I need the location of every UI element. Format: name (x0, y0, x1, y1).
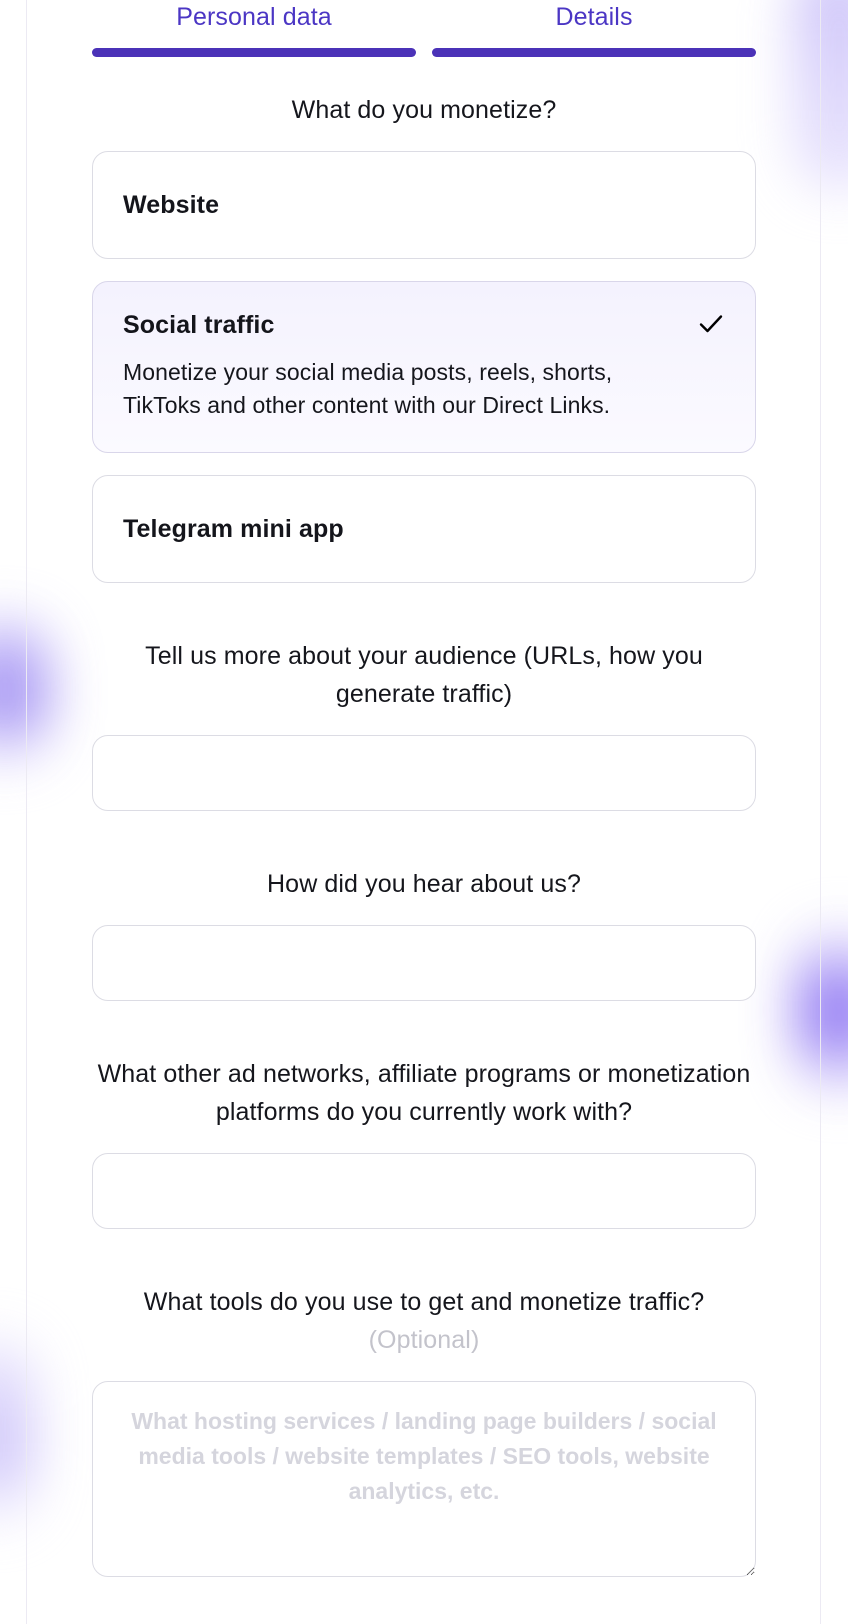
hear-about-us-question: How did you hear about us? (267, 870, 581, 898)
field-group-audience (92, 637, 756, 811)
step-personal-data[interactable] (92, 0, 416, 57)
tools-optional-label: (Optional) (368, 1326, 480, 1354)
hear-about-us-input[interactable] (92, 925, 756, 1001)
tools-question (92, 1283, 756, 1359)
other-networks-input[interactable] (92, 1153, 756, 1229)
monetize-question: What do you monetize? (291, 96, 557, 124)
option-telegram-mini-app-title: Telegram mini app (123, 515, 344, 543)
step-details[interactable] (432, 0, 756, 57)
option-social-traffic-title: Social traffic (123, 311, 275, 339)
field-group-hear-about-us (92, 865, 756, 1001)
check-icon (697, 310, 725, 338)
option-card-telegram-mini-app[interactable] (92, 475, 756, 583)
option-website-title: Website (123, 191, 220, 219)
option-card-social-traffic[interactable] (92, 281, 756, 453)
field-group-other-networks (92, 1055, 756, 1229)
option-card-website[interactable] (92, 151, 756, 259)
audience-input[interactable] (92, 735, 756, 811)
step-personal-data-bar (92, 48, 416, 57)
other-networks-question: What other ad networks, affiliate programs or monetization platforms do you currently work with? (97, 1060, 751, 1126)
step-details-label: Details (555, 3, 633, 31)
audience-question: Tell us more about your audience (URLs, how you generate traffic) (145, 642, 703, 708)
tools-question-text: What tools do you use to get and monetize traffic? (143, 1288, 705, 1316)
step-details-bar (432, 48, 756, 57)
tools-textarea[interactable] (92, 1381, 756, 1577)
option-social-traffic-description: Monetize your social media posts, reels, shorts, TikToks and other content with our Direct Links. (123, 359, 613, 418)
step-indicator (92, 0, 756, 57)
step-personal-data-label: Personal data (176, 3, 332, 31)
field-group-tools (92, 1283, 756, 1582)
